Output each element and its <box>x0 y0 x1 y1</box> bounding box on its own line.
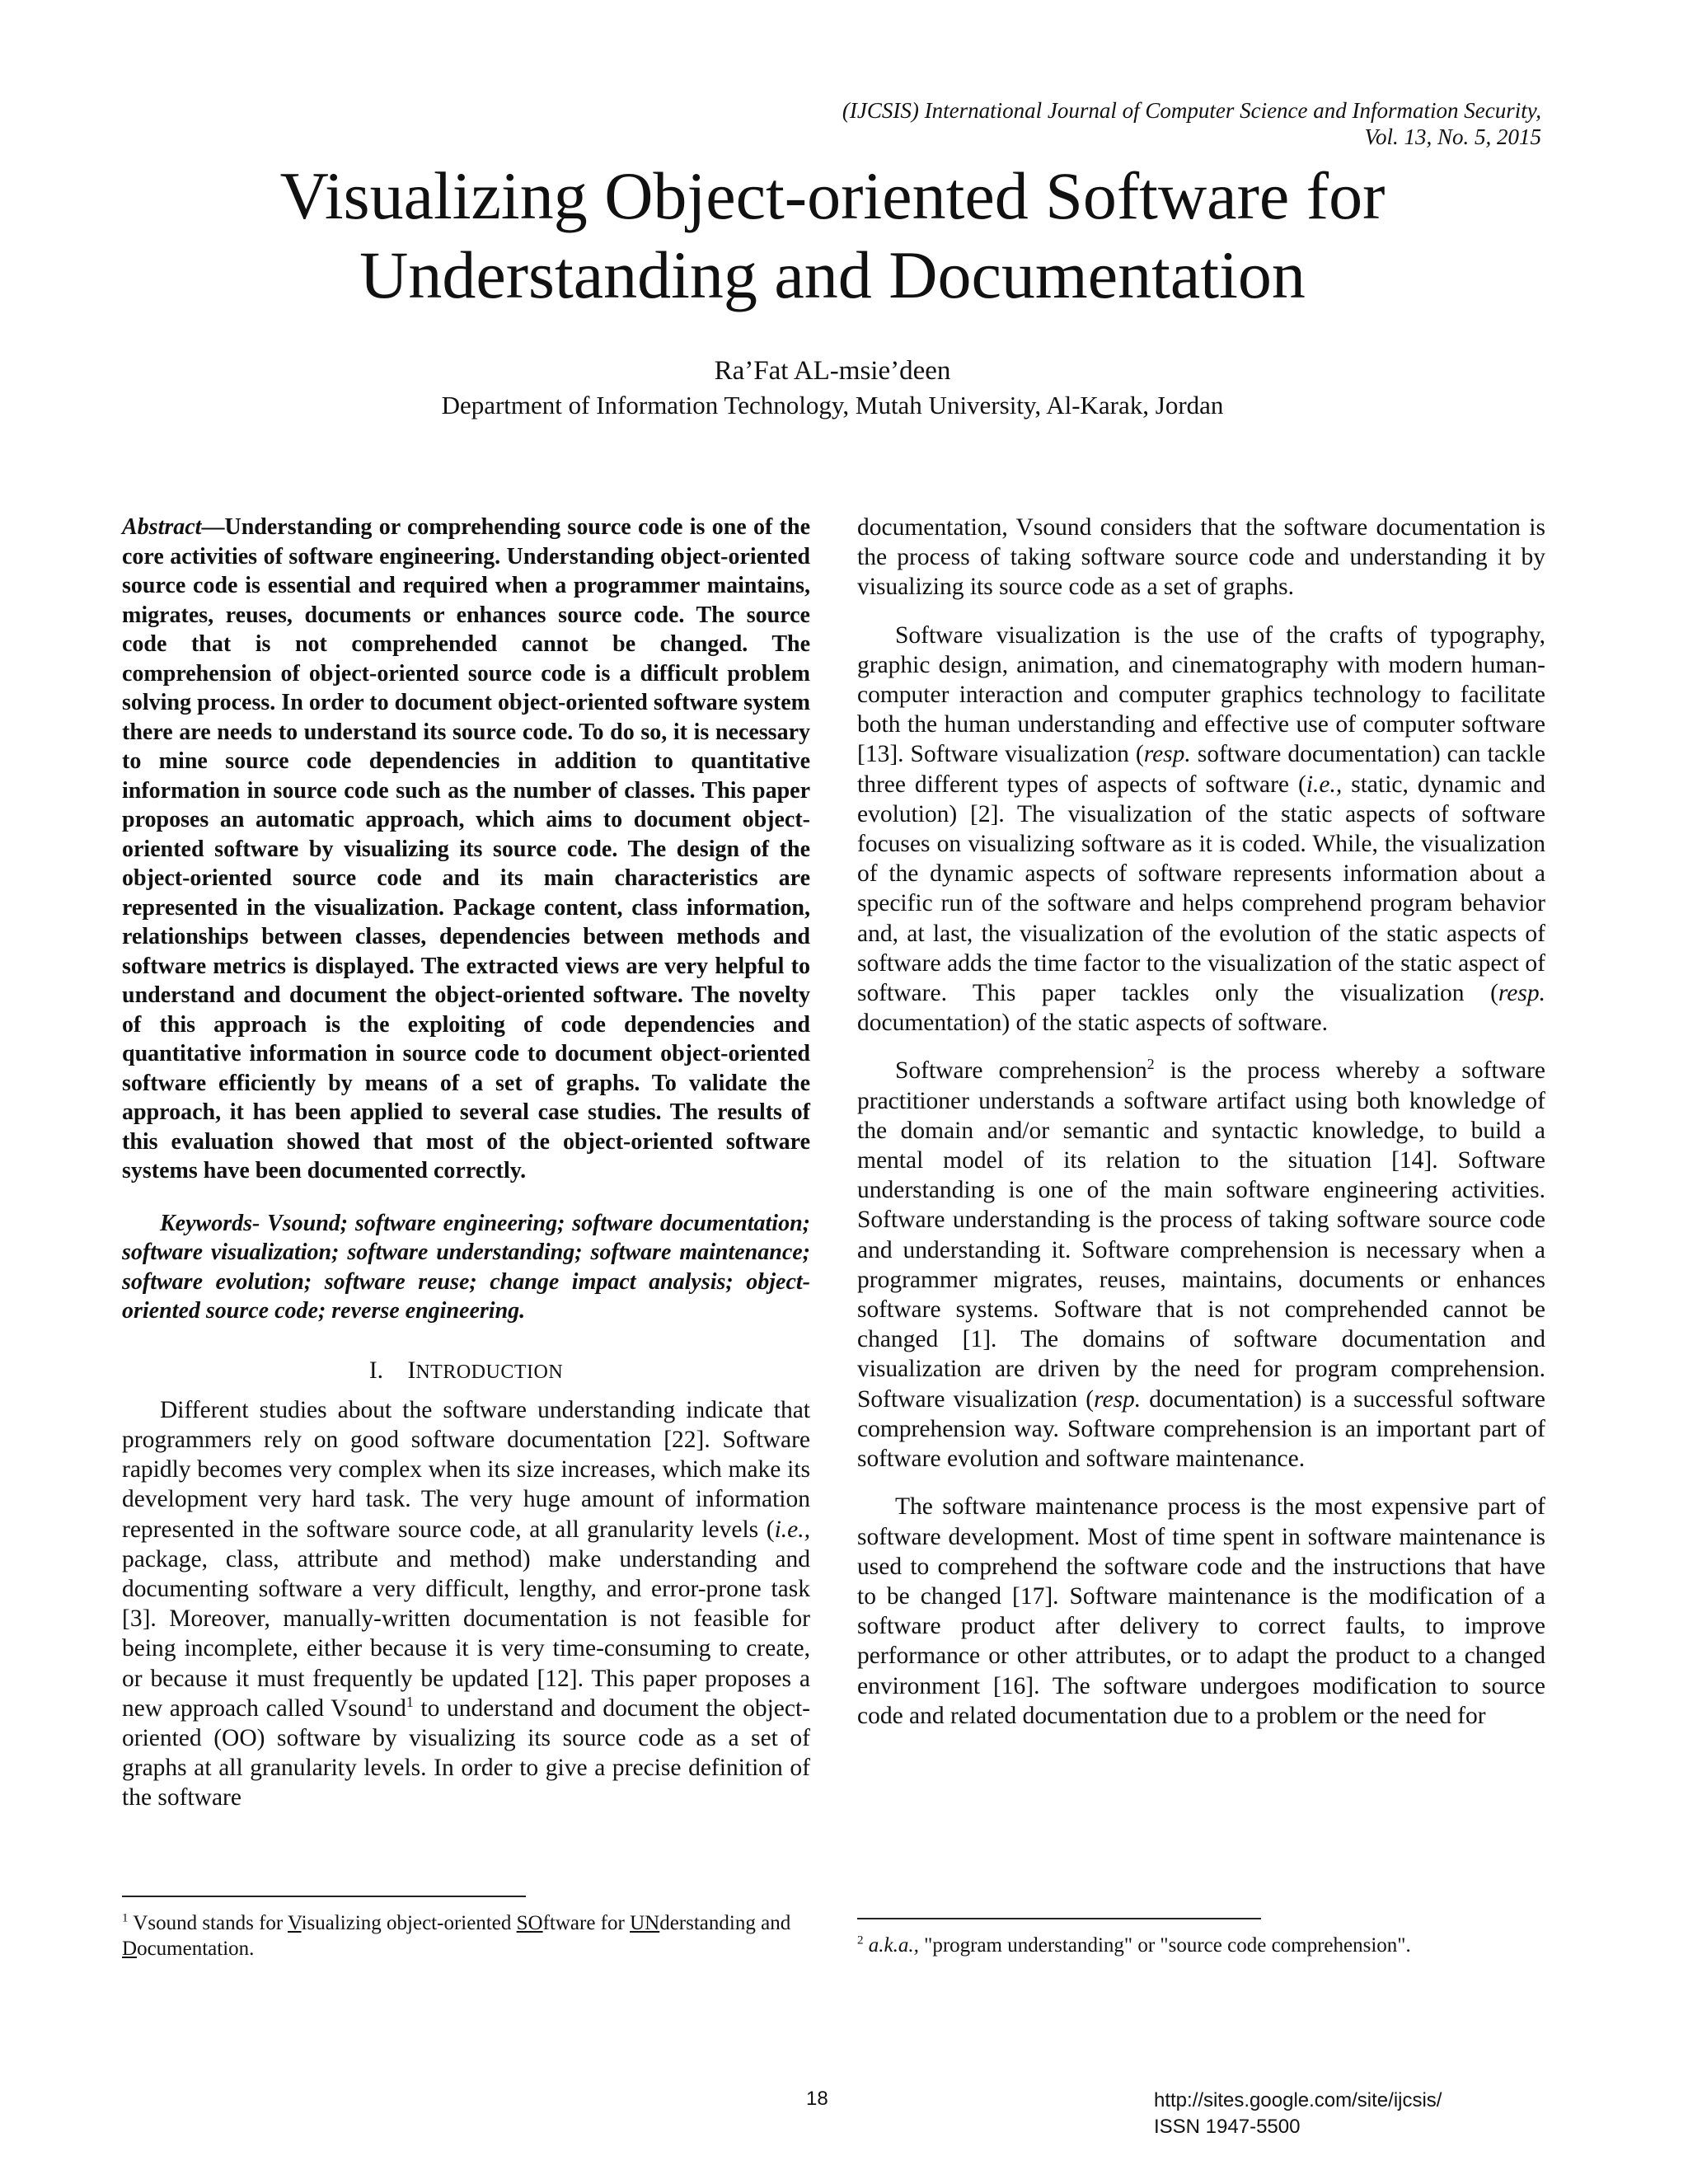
p1-text-a: Software visualization is the use of the crafts of typography, graphic design, animation, and cinematography with modern human-computer interaction and computer graphics technology to facilitate both the human understanding and effective use of computer software [13]. Software visualization ( <box>857 621 1545 768</box>
fn1-d: D <box>122 1938 138 1960</box>
section-heading-introduction <box>122 1356 810 1387</box>
intro-ie: i.e., <box>774 1516 810 1543</box>
right-paragraph-0: documentation, Vsound considers that the software documentation is the process of taking software source code and understanding it by visualizing its source code as a set of graphs. <box>857 514 1545 601</box>
title-line-1: Visualizing Object-oriented Software for <box>279 158 1386 233</box>
footnote-2-number: 2 <box>857 1933 864 1947</box>
intro-text-3: to understand and document the object-oriented (OO) software by visualizing its source code as a set of graphs at all granularity levels. In order to give a precise definition of the software <box>122 1694 810 1811</box>
footnote-2 <box>857 1933 1545 1958</box>
journal-name: (IJCSIS) International Journal of Computer Science and Information Security, <box>842 98 1541 123</box>
section-title-first: I <box>407 1357 416 1384</box>
p2-text-a: Software comprehension <box>895 1057 1147 1085</box>
fn1-text-e: ocumentation. <box>137 1938 255 1960</box>
abstract-text: Understanding or comprehending source code is one of the core activities of software engineering. Understanding object-oriented source code is essential and required when a programmer maintains, migrates, reuses, documents or enhances source code. The source code that is not comprehended cannot be changed. The comprehension of object-oriented source code is a difficult problem solving process. In order to document object-oriented software system there are needs to understand its source code. To do so, it is necessary to mine source code dependencies in addition to quantitative information in source code such as the number of classes. This paper proposes an automatic approach, which aims to document object-oriented software by visualizing its source code. The design of the object-oriented source code and its main characteristics are represented in the visualization. Package content, class information, relationships between classes, dependencies between methods and software metrics is displayed. The extracted views are very helpful to understand and document the object-oriented software. The novelty of this approach is the exploiting of code dependencies and quantitative information in source code to document object-oriented software efficiently by means of a set of graphs. To validate the approach, it has been applied to several case studies. The results of this evaluation showed that most of the object-oriented software systems have been documented correctly. <box>122 514 810 1183</box>
fn1-text-b: isualizing object-oriented <box>301 1912 517 1934</box>
right-column <box>857 513 1545 1731</box>
journal-url[interactable]: http://sites.google.com/site/ijcsis/ <box>1154 2089 1442 2111</box>
fn1-text-c: ftware for <box>542 1912 631 1934</box>
section-numeral: I. <box>368 1357 384 1384</box>
right-paragraph-3: The software maintenance process is the most expensive part of software development. Most of time spent in software maintenance is used to comprehend the software code and the instructions that have to be changed [17]. Software maintenance is the modification of a software product after delivery to correct faults, to improve performance or other attributes, or to adapt the product to a changed environment [16]. The software undergoes modification to source code and related documentation due to a problem or the need for <box>857 1493 1545 1729</box>
journal-header <box>552 97 1541 150</box>
right-paragraph-2 <box>857 1056 1545 1474</box>
author-name: Ra’Fat AL-msie’deen <box>714 356 951 386</box>
intro-paragraph <box>122 1395 810 1813</box>
footnote-rule-left <box>122 1896 526 1897</box>
title-line-2: Understanding and Documentation <box>359 237 1306 312</box>
footnote-rule-right <box>857 1918 1261 1919</box>
journal-volume: Vol. 13, No. 5, 2015 <box>1364 124 1541 149</box>
keywords: Keywords- Vsound; software engineering; software documentation; software visualization; software understanding; software maintenance; software evolution; software reuse; change impact analysis; object-oriented source code; reverse engineering. <box>122 1210 810 1324</box>
fn2-aka: a.k.a., <box>863 1934 919 1957</box>
fn2-text: "program understanding" or "source code comprehension". <box>918 1934 1411 1957</box>
p1-resp-2: resp. <box>1498 980 1545 1007</box>
footnote-1-number: 1 <box>122 1911 129 1925</box>
fn1-text-a: Vsound stands for <box>128 1912 288 1934</box>
fn1-un: UN <box>630 1912 660 1934</box>
author-affiliation: Department of Information Technology, Mutah University, Al-Karak, Jordan <box>441 391 1224 419</box>
footnote-ref-2[interactable]: 2 <box>1146 1056 1155 1073</box>
p1-ie: i.e., <box>1306 771 1343 798</box>
fn1-v: V <box>288 1912 302 1934</box>
p1-text-d: documentation) of the static aspects of software. <box>857 1010 1328 1037</box>
p1-text-c: static, dynamic and evolution) [2]. The visualization of the static aspects of software focuses on visualizing software as it is coded. While, the visualization of the dynamic aspects of software represents information about a specific run of the software and helps comprehend program behavior and, at last, the visualization of the evolution of the static aspects of software adds the time factor to the visualization of the static aspect of software. This paper tackles only the visualization ( <box>857 771 1545 1007</box>
footnote-1 <box>122 1910 810 1961</box>
p2-text-c: documentation) is a successful software comprehension way. Software comprehension is an important part of software evolution and software maintenance. <box>857 1385 1545 1473</box>
abstract-dash: — <box>201 514 225 540</box>
footnote-ref-1[interactable]: 1 <box>406 1693 414 1710</box>
issn: ISSN 1947-5500 <box>1154 2116 1301 2138</box>
intro-text-2: package, class, attribute and method) make understanding and documenting software a very difficult, lengthy, and error-prone task [3]. Moreover, manually-written documentation is not feasible for being incomplete, either because it is very time-consuming to create, or because it must frequently be updated [12]. This paper proposes a new approach called Vsound <box>122 1545 810 1722</box>
left-column <box>122 513 810 1813</box>
page-number: 18 <box>806 2088 828 2110</box>
p1-text-b: software documentation) can tackle three different types of aspects of software ( <box>857 741 1545 798</box>
fn1-text-d: derstanding and <box>659 1912 791 1934</box>
abstract <box>122 513 810 1186</box>
p2-text-b: is the process whereby a software practitioner understands a software artifact using both knowledge of the domain and/or semantic and syntactic knowledge, to build a mental model of its relation to the situation [14]. Software understanding is one of the main software engineering activities. Software understanding is the process of taking software source code and understanding it. Software comprehension is necessary when a programmer migrates, reuses, maintains, documents or enhances software systems. Software that is not comprehended cannot be changed [1]. The domains of software documentation and visualization are driven by the need for program comprehension. Software visualization ( <box>857 1057 1546 1413</box>
intro-text-1: Different studies about the software understanding indicate that programmers rely on good software documentation [22]. Software rapidly becomes very complex when its size increases, which make its development very hard task. The very huge amount of information represented in the software source code, at all granularity levels ( <box>122 1396 810 1543</box>
abstract-label: Abstract <box>122 514 202 540</box>
paper-title <box>181 157 1484 315</box>
p1-resp-1: resp. <box>1143 741 1191 768</box>
section-title-rest: NTRODUCTION <box>415 1361 564 1383</box>
fn1-so: SO <box>516 1912 543 1934</box>
right-paragraph-1 <box>857 621 1545 1038</box>
p2-resp: resp. <box>1094 1385 1142 1413</box>
footer-info <box>1154 2088 1442 2140</box>
